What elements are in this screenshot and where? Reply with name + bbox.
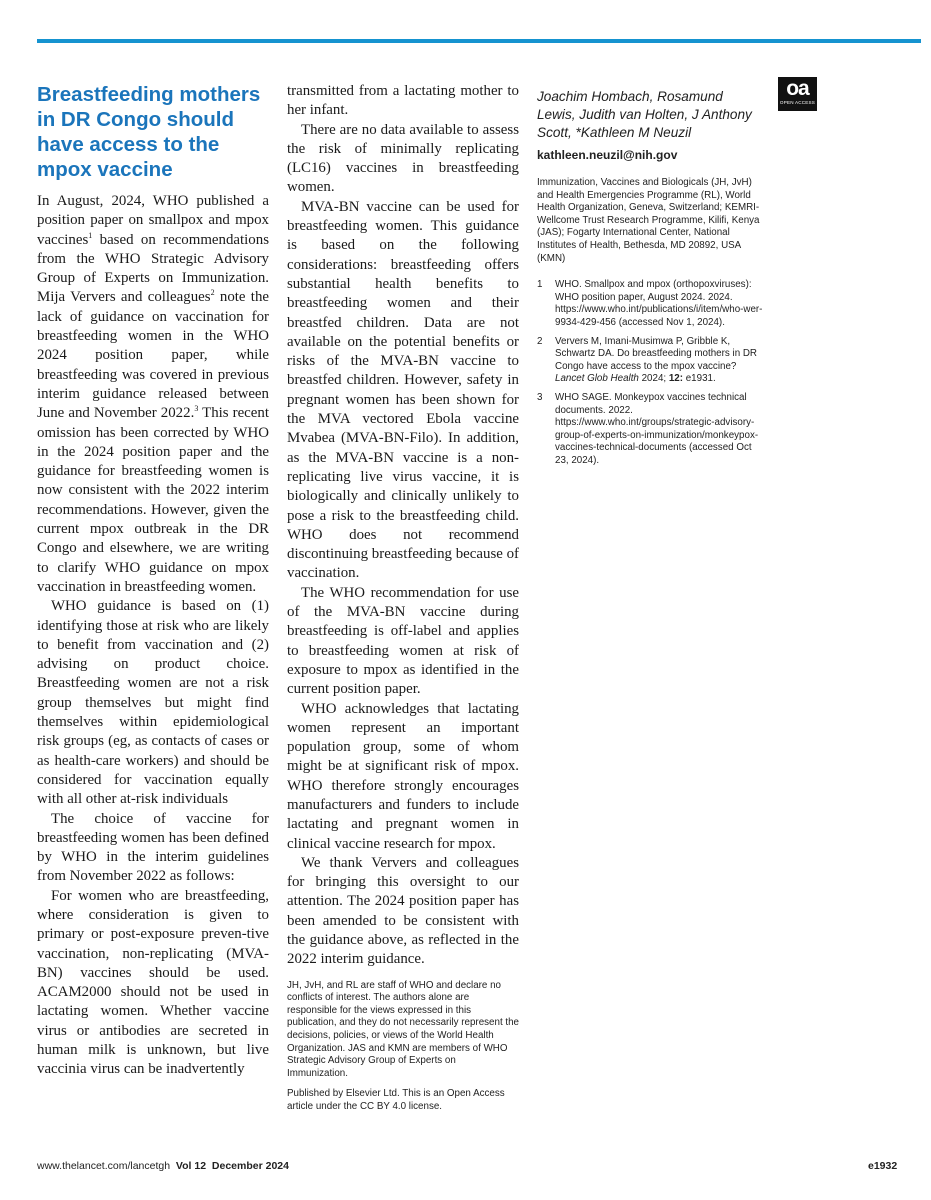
reference-item: 2 Ververs M, Imani-Musimwa P, Gribble K, Schwartz DA. Do breastfeeding mothers in DR Congo have access to the mpox vaccine? Lancet Glob Health 2024; 12: e1931. <box>537 335 758 385</box>
article-title: Breastfeeding mothers in DR Congo should have access to the mpox vaccine <box>37 83 261 181</box>
journal-url[interactable]: www.thelancet.com/lancetgh <box>37 1160 171 1172</box>
open-access-logo: oa OPEN ACCESS <box>778 77 817 111</box>
column-3 <box>537 88 765 473</box>
column-2 <box>287 82 519 1114</box>
column-1 <box>37 82 269 1080</box>
issue-date: December 2024 <box>211 1160 289 1172</box>
top-rule <box>37 39 921 43</box>
page-number: e1932 <box>868 1160 898 1172</box>
affiliations: Immunization, Vaccines and Biologicals (JH, JvH) and Health Emergencies Programme (RL), World Health Organization, Geneva, Switzerland; KEMRI-Wellcome Trust Research Programme, Kilifi, Kenya (JAS); Fogarty International Center, National Institutes of Health, Bethesda, MD 20892, USA (KMN) <box>537 177 760 264</box>
paragraph-3: The choice of vaccine for breastfeeding women has been defined by WHO in the interim guidelines from November 2022 as follows: <box>37 810 269 885</box>
reference-item: 3 WHO SAGE. Monkeypox vaccines technical documents. 2022. https://www.who.int/groups/strategic-advisory-group-of-experts-on-immunization/monkeypox-vaccines-technical-documents (accessed Oct 23, 2024). <box>537 391 759 466</box>
paragraph-2: WHO guidance is based on (1) identifying those at risk who are likely to benefit from vaccination and (2) advising on product choice. Breastfeeding women are not a risk group themselves but might find themselves within epidemiological risk groups (eg, as contacts of cases or as health-care workers) and should be considered for vaccination equally with all other at-risk individuals <box>37 598 269 808</box>
reference-item: 1 WHO. Smallpox and mpox (orthopoxviruses): WHO position paper, August 2024. 2024. https://www.who.int/publications/i/item/who-wer-9934-429-456 (accessed Nov 1, 2024). <box>537 279 763 328</box>
paragraph-1: In August, 2024, WHO published a position paper on smallpox and mpox vaccines$^1$ based on recommendations from the WHO Strategic Advisory Group of Experts on Immunization. Mija Ververs and colleagues$^2$ note the lack of guidance on vaccination for breastfeeding women in the WHO 2024 position paper, while breastfeeding was covered in previous interim guidance released between June and November 2022.$^3$ This recent omission has been corrected by WHO in the 2024 position paper and the guidance for breastfeeding women is now consistent with the 2022 interim recommendations. However, given the current mpox outbreak in the DR Congo and elsewhere, we are writing to clarify WHO guidance on mpox vaccination in breastfeeding women. <box>37 193 270 595</box>
paragraph-9: WHO acknowledges that lactating women represent an important population group, some of whom might be at significant risk of mpox. WHO therefore strongly encourages manufacturers and funders to include lactating and pregnant women in clinical vaccine research for mpox. <box>287 700 519 852</box>
paragraph-10: We thank Ververs and colleagues for bringing this oversight to our attention. The 2024 position paper has been amended to be consistent with the guidance above, as reflected in the 2022 interim guidance. <box>287 854 519 968</box>
author-list: Joachim Hombach, Rosamund Lewis, Judith van Holten, J Anthony Scott, *Kathleen M Neuzil <box>537 89 752 140</box>
paragraph-8: The WHO recommendation for use of the MVA-BN vaccine during breastfeeding is off-label and applies to breastfeeding women at risk of exposure to mpox as identified in the current position paper. <box>287 584 519 698</box>
reference-list <box>537 279 765 467</box>
conflicts-statement: JH, JvH, and RL are staff of WHO and declare no conflicts of interest. The authors alone are responsible for the views expressed in this publication, and they do not necessarily represent the decisions, policies, or views of the World Health Organization. JAS and KMN are members of WHO Strategic Advisory Group of Experts on Immunization. <box>287 979 520 1079</box>
paragraph-7: MVA-BN vaccine can be used for breastfeeding women. This guidance is based on the following considerations: breastfeeding offers substantial health benefits to breastfeeding women and their breastfed children. Data are not available on the potential benefits or risks of the MVA-BN vaccine to breastfed children. However, safety in pregnant women has been shown for the MVA vectored Ebola vaccine Mvabea (MVA-BN-Filo). In addition, as the MVA-BN vaccine is a non-replicating live virus vaccine, it is biologically and clinically unlikely to pose a risk to the breastfeeding child. WHO does not recommend discontinuing breastfeeding because of vaccination. <box>287 198 519 582</box>
volume: Vol 12 <box>175 1160 207 1172</box>
paragraph-6: There are no data available to assess the risk of minimally replicating (LC16) vaccines in breastfeeding women. <box>287 121 519 196</box>
corresponding-email[interactable]: kathleen.neuzil@nih.gov <box>537 148 678 162</box>
license-statement: Published by Elsevier Ltd. This is an Open Access article under the CC BY 4.0 license. <box>287 1088 505 1112</box>
paragraph-4: For women who are breastfeeding, where consideration is given to primary or post-exposure preven-tive vaccination, non-replicating (MVA-BN) vaccines should be used. ACAM2000 should not be used in lactating women. Whether vaccine virus or antibodies are secreted in human milk is unknown, but live vaccinia virus can be inadvertently <box>37 887 269 1078</box>
footer-info <box>37 1160 289 1172</box>
paragraph-5: transmitted from a lactating mother to her infant. <box>287 83 519 119</box>
